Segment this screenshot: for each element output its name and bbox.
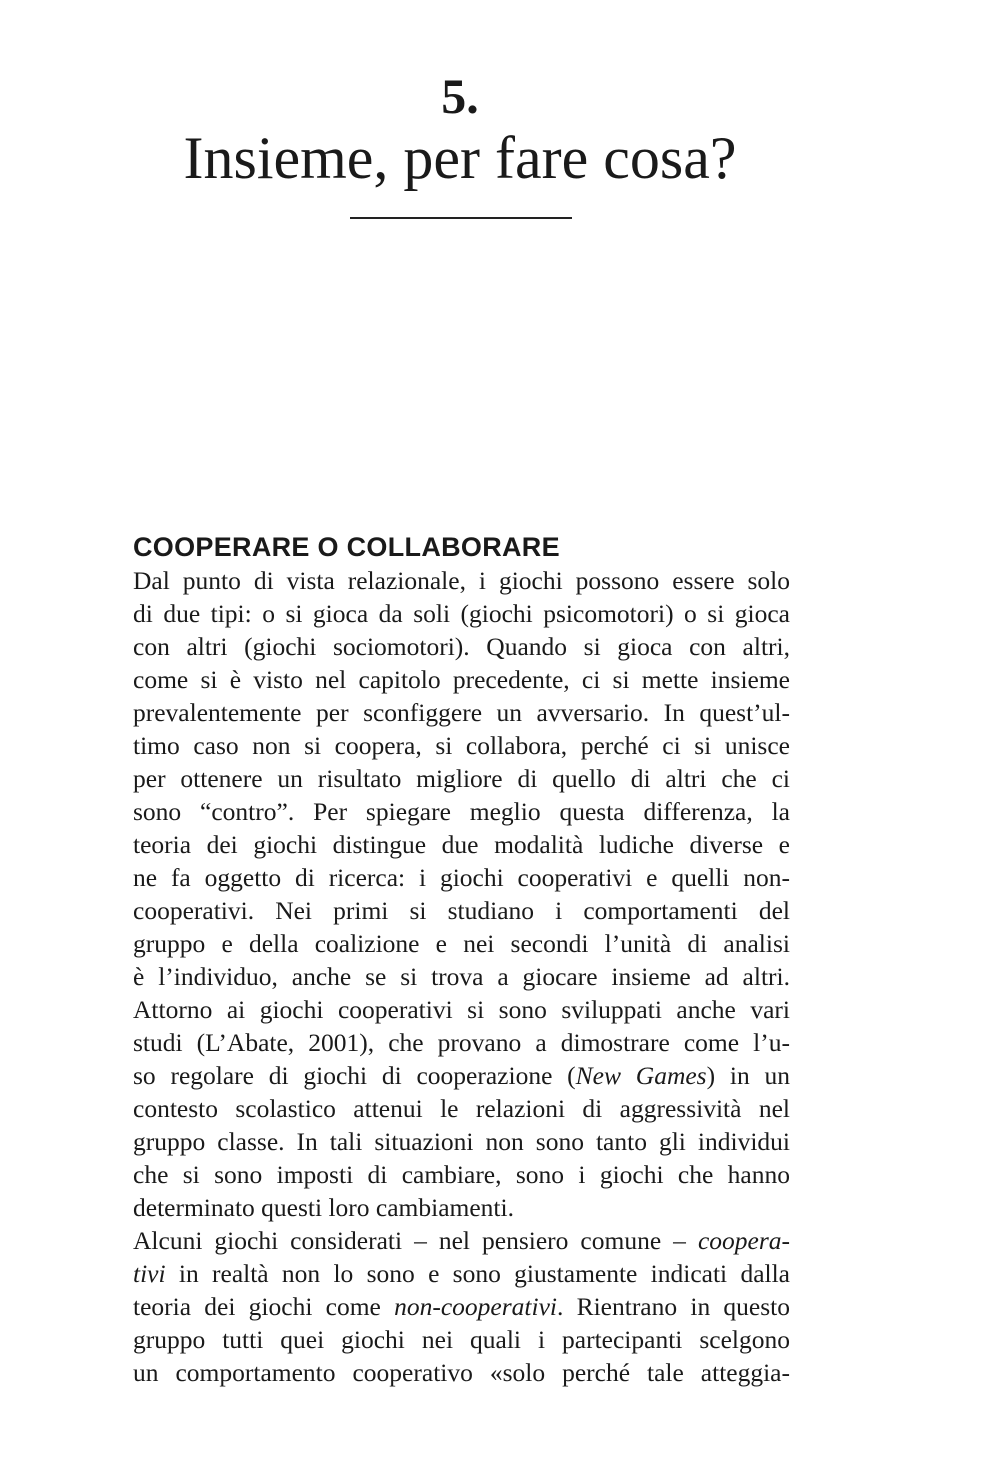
text-line: gruppo e della coalizione e nei secondi l’unità di analisi xyxy=(133,929,790,958)
text-line: che si sono imposti di cambiare, sono i giochi che hanno xyxy=(133,1160,790,1189)
text-line: è l’individuo, anche se si trova a giocare insieme ad altri. xyxy=(133,962,790,991)
chapter-title: Insieme, per fare cosa? xyxy=(183,125,737,191)
chapter-number: 5. xyxy=(441,68,479,124)
text-line: di due tipi: o si gioca da soli (giochi psicomotori) o si gioca xyxy=(133,599,790,628)
text-line: Dal punto di vista relazionale, i giochi possono essere solo xyxy=(133,566,790,595)
text-line: con altri (giochi sociomotori). Quando si gioca con altri, xyxy=(133,632,790,661)
text-line: un comportamento cooperativo «solo perché tale atteggia- xyxy=(133,1358,790,1387)
italic-term: non-cooperativi xyxy=(394,1292,557,1321)
text-line: gruppo classe. In tali situazioni non sono tanto gli individui xyxy=(133,1127,790,1156)
section-heading: COOPERARE O COLLABORARE xyxy=(133,532,560,562)
italic-term: coopera- xyxy=(697,1226,790,1255)
text-line: studi (L’Abate, 2001), che provano a dimostrare come l’u- xyxy=(133,1028,790,1057)
italic-term: tivi xyxy=(133,1259,166,1288)
text-line: cooperativi. Nei primi si studiano i comportamenti del xyxy=(133,896,790,925)
text-line: determinato questi loro cambiamenti. xyxy=(133,1193,514,1222)
paragraph-2 xyxy=(133,1224,790,1389)
text-line: tivi in realtà non lo sono e sono giustamente indicati dalla xyxy=(133,1259,790,1288)
text-line: prevalentemente per sconfiggere un avversario. In quest’ul- xyxy=(133,698,790,727)
text-line: teoria dei giochi come non-cooperativi. Rientrano in questo xyxy=(133,1292,791,1321)
italic-term: New Games xyxy=(575,1061,707,1090)
text-line: come si è visto nel capitolo precedente, ci si mette insieme xyxy=(133,665,790,694)
text-line: teoria dei giochi distingue due modalità ludiche diverse e xyxy=(133,830,790,859)
text-line: sono “contro”. Per spiegare meglio questa differenza, la xyxy=(133,797,790,826)
text-line: contesto scolastico attenui le relazioni di aggressività nel xyxy=(133,1094,790,1123)
paragraph-1 xyxy=(133,564,790,1224)
text-line: ne fa oggetto di ricerca: i giochi cooperativi e quelli non- xyxy=(133,863,790,892)
text-line: timo caso non si coopera, si collabora, perché ci si unisce xyxy=(133,731,790,760)
title-divider xyxy=(350,217,572,219)
text-line: Alcuni giochi considerati – nel pensiero comune – coopera- xyxy=(133,1226,790,1255)
text-line: Attorno ai giochi cooperativi si sono sviluppati anche vari xyxy=(133,995,790,1024)
body-text xyxy=(133,564,790,1389)
text-line: gruppo tutti quei giochi nei quali i partecipanti scelgono xyxy=(133,1325,790,1354)
text-line: per ottenere un risultato migliore di quello di altri che ci xyxy=(133,764,790,793)
text-line: so regolare di giochi di cooperazione (New Games) in un xyxy=(133,1061,790,1090)
